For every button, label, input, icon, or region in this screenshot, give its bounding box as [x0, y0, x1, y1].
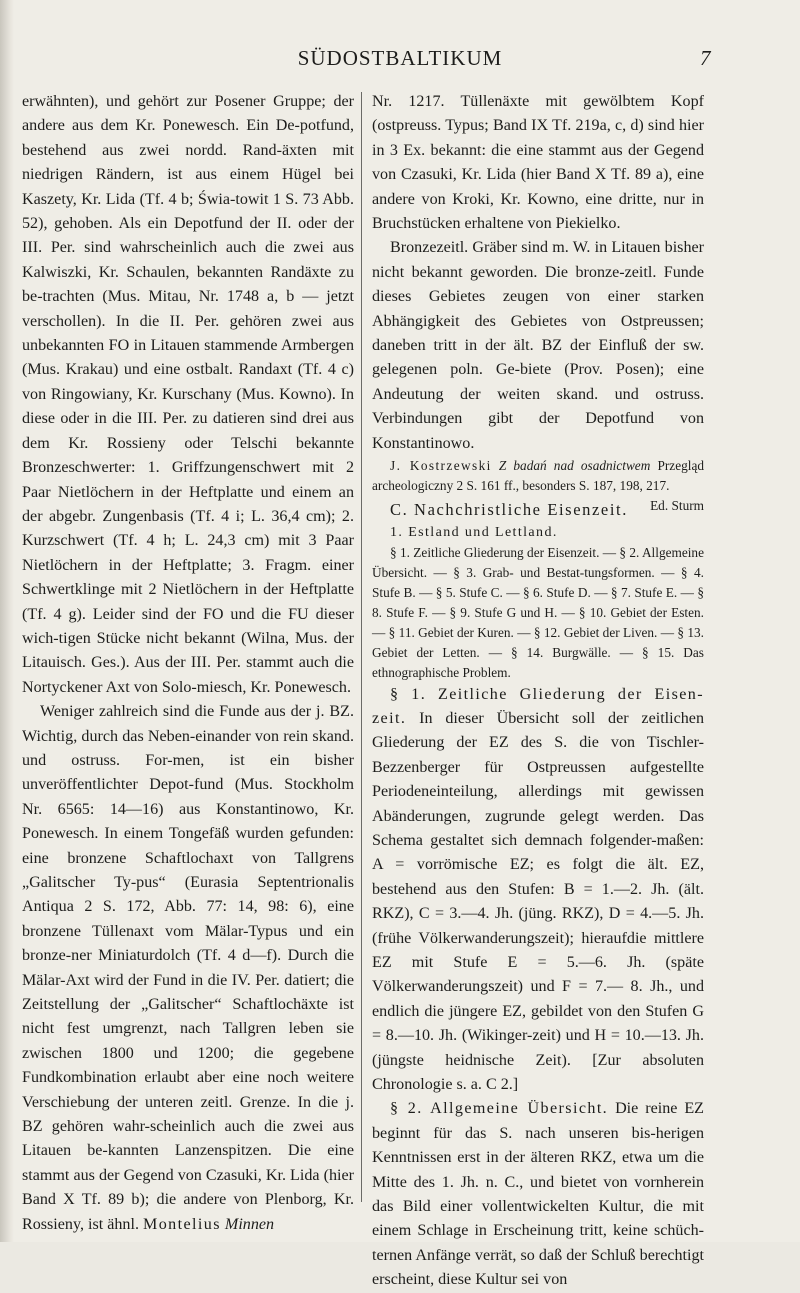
- ref-details: Przegląd archeologiczny 2 S. 161 ff., besonders S. 187, 198, 217.: [372, 458, 705, 494]
- paragraph: Nr. 1217. Tüllenäxte mit gewölbtem Kopf (ostpreuss. Typus; Band IX Tf. 219a, c, d) sind hier in 3 Ex. bekannt: die eine stammt aus der Gegend von Czasuki, Kr. Lida (hier Band X Tf. 89 a), eine andere von Kroki, Kr. Kowno, eine dritte, nur in Bruchstücken erhaltene von Piekielko.: [372, 93, 704, 233]
- paragraph: [372, 683, 704, 1098]
- running-head: SÜDOSTBALTIKUM: [297, 46, 503, 70]
- paragraph: Bronzezeitl. Gräber sind m. W. in Litauen bisher nicht bekannt geworden. Die bronze-zeitl. Funde dieses Gebietes zeugen von einer starken Abhängigkeit des Gebietes von Ostpreussen; daneben tritt in der ält. BZ der Einfluß der sw. gelegenen poln. Ge-biete (Prov. Posen); eine Andeutung der weiten skand. und ostruss. Verbindungen gibt der Depotfund von Konstantinowo.: [372, 239, 704, 452]
- column-divider: [361, 92, 362, 1202]
- paragraph-heading: § 1. Zeitliche Gliederung der Eisen-zeit.: [372, 685, 704, 727]
- ref-title: Z badań nad osadnictwem: [498, 458, 651, 474]
- paragraph-text: Die reine EZ beginnt für das S. nach unseren bis-herigen Kenntnissen erst in der älteren RKZ, etwa um die Mitte des 1. Jh. n. C., und bietet von vornherein das Bild einer vollentwickelten Kultur, die mit einem Schlage in Erscheinung tritt, keine schüch-ternen Anfänge verrät, so daß der Schluß berechtigt erscheint, diese Kultur sei von: [372, 1100, 704, 1289]
- paragraph-heading: § 2. Allgemeine Übersicht.: [390, 1100, 609, 1118]
- right-column: [372, 90, 704, 1293]
- table-of-contents: § 1. Zeitliche Gliederung der Eisenzeit. — § 2. Allgemeine Übersicht. — § 3. Grab- und Bestat-tungsformen. — § 4. Stufe B. — § 5. Stufe C. — § 6. Stufe D. — § 7. Stufe E. — § 8. Stufe F. — § 9. Stufe G und H. — § 10. Gebiet der Esten. — § 11. Gebiet der Kuren. — § 12. Gebiet der Liven. — § 13. Gebiet der Letten. — § 14. Burgwälle. — § 15. Das ethnographische Problem.: [372, 544, 704, 680]
- paragraph: erwähnten), und gehört zur Posener Gruppe; der andere aus dem Kr. Ponewesch. Ein De-potfund, bestehend aus zwei nordd. Rand-äxten mit niedrigen Rändern, ist aus einem Hügel bei Kaszety, Kr. Lida (Tf. 4 b; Świa-towit 1 S. 73 Abb. 52), gehoben. Als ein Depotfund der II. oder der III. Per. sind wahrscheinlich auch die zwei aus Kalwiszki, Kr. Schaulen, bekannten Randäxte zu be-trachten (Mus. Mitau, Nr. 1748 a, b — jetzt verschollen). In die II. Per. gehören zwei aus unbekannten FO in Litauen stammende Armbergen (Mus. Krakau) und eine ostbalt. Randaxt (Tf. 4 c) von Ringowiany, Kr. Kurschany (Mus. Kowno). In diese oder in die III. Per. zu datieren sind drei aus dem Kr. Rossieny oder Telschi bekannte Bronzeschwerter: 1. Griffzungenschwert mit 2 Paar Nietlöchern in der Heftplatte und einem an der abgebr. Zungenbasis (Tf. 4 i; L. 36,4 cm); 2. Kurzschwert (Tf. 4 h; L. 24,3 cm) mit 3 Paar Nietlöchern in der Heftplatte; 3. Fragm. einer Schwertklinge mit 2 Nietlöchern in der Heftplatte (Tf. 4 g). Leider sind der FO und die FU dieser wich-tigen Stücke nicht bekannt (Wilna, Mus. der Litauisch. Ges.). Aus der III. Per. stammt auch die Nortyckener Axt von Solo-miesch, Kr. Ponewesch.: [22, 93, 354, 696]
- paragraph-text: Weniger zahlreich sind die Funde aus der j. BZ. Wichtig, durch das Neben-einander von rein skand. und ostruss. For-men, ist ein bisher unveröffentlichter Depot-fund (Mus. Stockholm Nr. 6565: 14—16) aus Konstantinowo, Kr. Ponewesch. In einem Tongefäß wurden gefunden: eine bronzene Schaftlochaxt von Tallgrens „Galitscher Ty-pus“ (Eurasia Septentrionalis Antiqua 2 S. 172, Abb. 77: 14, 98: 6), eine bronzene Tüllenaxt vom Mälar-Typus und ein bronze-ner Miniaturdolch (Tf. 4 d—f). Durch die Mälar-Axt wird der Fund in die IV. Per. datiert; die Zeitstellung der „Galitscher“ Schaftlochäxte ist nicht fest umgrenzt, nach Tallgren leben sie zwischen 1800 und 1200; die gegebene Fundkombination erlaubt aber eine noch weitere Verschiebung der unteren zeitl. Grenze. In die j. BZ gehören wahr-scheinlich auch die zwei aus Litauen be-kannten Lanzenspitzen. Die eine stammt aus der Gegend von Czasuki, Kr. Lida (hier Band X Tf. 89 b); die andere von Plenborg, Kr. Rossieny, ist ähnl.: [22, 703, 354, 1233]
- ref-author: J. Kostrzewski: [390, 458, 492, 474]
- subsection-heading: 1. Estland und Lettland.: [390, 524, 558, 540]
- paragraph: [372, 1097, 704, 1292]
- paragraph: [22, 700, 354, 1237]
- page-gutter-shadow: [0, 0, 14, 1242]
- author-name: Montelius: [143, 1215, 221, 1233]
- work-title: Minnen: [224, 1215, 275, 1233]
- paragraph-text: In dieser Übersicht soll der zeitlichen Gliederung der EZ des S. die von Tischler-Bezzenberger für Ostpreussen aufgestellte Periodeneinteilung, allerdings mit gewissen Abänderungen, zugrunde gelegt werden. Das Schema gestaltet sich demnach folgender-maßen: A = vorrömische EZ; es folgt die ält. EZ, bestehend aus den Stufen: B = 1.—2. Jh. (ält. RKZ), C = 3.—4. Jh. (jüng. RKZ), D = 4.—5. Jh. (frühe Völkerwanderungszeit); hieraufdie mittlere EZ mit Stufe E = 5.—6. Jh. (späte Völkerwanderungszeit) und F = 7.— 8. Jh., und endlich die jüngere EZ, gebildet von den Stufen G = 8.—10. Jh. (Wikinger-zeit) und H = 10.—13. Jh. (jüngste heidnische Zeit). [Zur absoluten Chronologie s. a. C 2.]: [372, 709, 704, 1093]
- left-column: [22, 90, 354, 1237]
- ref-signature: Ed. Sturm: [650, 498, 704, 514]
- section-heading: C. Nachchristliche Eisenzeit.: [390, 500, 628, 520]
- page-number: 7: [700, 46, 711, 70]
